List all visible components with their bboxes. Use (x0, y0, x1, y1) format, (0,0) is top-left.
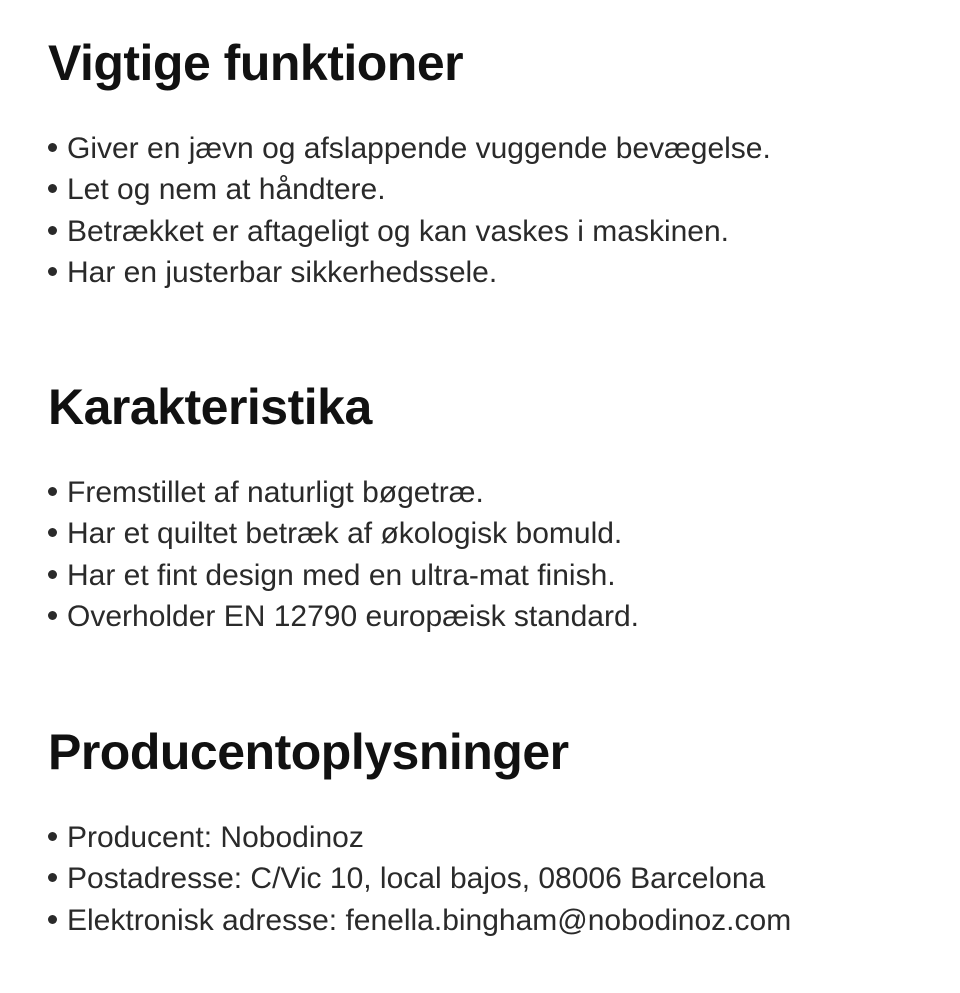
bullet-list (48, 817, 940, 941)
list-item (48, 596, 940, 637)
list-item (48, 900, 940, 941)
list-item-text: Har en justerbar sikkerhedssele. (67, 255, 498, 289)
list-item-text: Giver en jævn og afslappende vuggende bevægelse. (67, 132, 771, 165)
bullet-icon (48, 915, 57, 924)
bullet-icon (48, 267, 57, 276)
bullet-icon (48, 226, 57, 235)
section-heading: Karakteristika (48, 379, 372, 435)
list-item (48, 252, 940, 293)
list-item-text: Fremstillet af naturligt bøgetræ. (67, 476, 484, 509)
bullet-icon (48, 832, 57, 841)
section-characteristics (48, 372, 940, 637)
list-item (48, 555, 940, 596)
section-heading: Vigtige funktioner (48, 35, 464, 91)
list-item-text: Elektronisk adresse: fenella.bingham@nobodinoz.com (67, 903, 792, 937)
bullet-icon (48, 873, 57, 882)
section-heading: Producentoplysninger (48, 724, 569, 780)
list-item-text: Producent: Nobodinoz (67, 821, 364, 854)
bullet-icon (48, 184, 57, 193)
section-manufacturer-info (48, 717, 940, 941)
bullet-icon (48, 570, 57, 579)
list-item-text: Overholder EN 12790 europæisk standard. (67, 599, 639, 633)
list-item-text: Betrækket er aftageligt og kan vaskes i maskinen. (67, 214, 729, 248)
list-item (48, 169, 940, 210)
list-item (48, 858, 940, 899)
bullet-icon (48, 143, 57, 152)
list-item (48, 128, 940, 169)
bullet-icon (48, 611, 57, 620)
list-item-text: Let og nem at håndtere. (67, 173, 386, 207)
list-item-text: Postadresse: C/Vic 10, local bajos, 08006 Barcelona (67, 862, 766, 896)
bullet-list (48, 472, 940, 637)
list-item-text: Har et fint design med en ultra-mat finish. (67, 558, 616, 592)
list-item (48, 211, 940, 252)
list-item (48, 472, 940, 513)
bullet-icon (48, 528, 57, 537)
section-key-features (48, 28, 940, 293)
bullet-icon (48, 487, 57, 496)
list-item (48, 817, 940, 858)
list-item (48, 513, 940, 554)
bullet-list (48, 128, 940, 293)
list-item-text: Har et quiltet betræk af økologisk bomuld. (67, 517, 623, 551)
